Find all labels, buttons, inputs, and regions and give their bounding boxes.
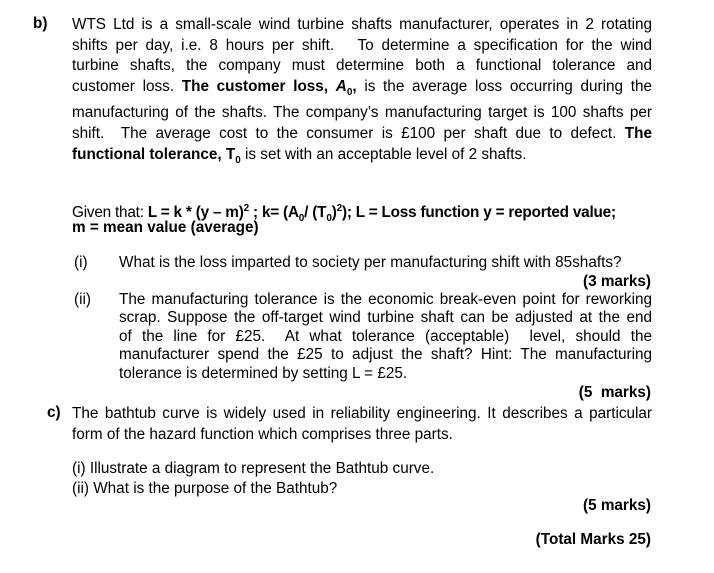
part-c-marks: (5 marks) <box>582 497 651 514</box>
part-c-item-ii: (ii) What is the purpose of the Bathtub? <box>72 480 338 497</box>
part-b-paragraph <box>72 15 652 171</box>
total-marks: (Total Marks 25) <box>535 531 651 548</box>
part-b-label: b) <box>33 15 48 32</box>
paragraph-line: WTS Ltd is a small-scale wind turbine shafts manufacturer, operates in 2 rotating <box>72 16 652 33</box>
given-formula-line: Given that: L = k * (y – m)$^2$ ; $k= (A_0/$ $(T_0)^2$); L = Loss function y = reported value; <box>72 203 616 225</box>
given-definition-line: m = mean value (average) <box>72 219 259 236</box>
paragraph-line: functional tolerance, $T_0$ is set with an acceptable level of 2 shafts. <box>72 145 527 166</box>
part-c-item-i: (i) Illustrate a diagram to represent the Bathtub curve. <box>72 460 435 477</box>
paragraph-line: shifts per day, i.e. 8 hours per shift. To determine a specification for the wind <box>72 36 652 54</box>
question-line: tolerance is determined by setting L = £25. <box>119 364 408 382</box>
question-ii-marks: (5 marks) <box>578 384 651 401</box>
question-i-number: (i) <box>74 254 88 271</box>
question-ii-number: (ii) <box>74 291 91 308</box>
paragraph-line: form of the hazard function which comprises three parts. <box>72 425 453 443</box>
question-line: of the line for £25. At what tolerance (acceptable) level, should the <box>119 327 652 345</box>
paragraph-line: customer loss. The customer loss, $A_0$, is the average loss occurring during the <box>72 77 652 98</box>
paragraph-line: The bathtub curve is widely used in reliability engineering. It describes a particular <box>72 405 652 422</box>
question-line: The manufacturing tolerance is the economic break-even point for reworking <box>119 291 652 308</box>
part-c-paragraph <box>72 404 652 445</box>
question-i-marks: (3 marks) <box>582 273 651 290</box>
part-c-label: c) <box>47 404 61 421</box>
question-i-text: What is the loss imparted to society per manufacturing shift with 85shafts? <box>119 254 622 271</box>
paragraph-line: manufacturing of the shafts. The company’s manufacturing target is 100 shafts per <box>72 104 652 122</box>
paragraph-line: turbine shafts, the company must determine both a functional tolerance and <box>72 57 652 75</box>
question-line: scrap. Suppose the off-target wind turbine shaft can be adjusted at the end <box>119 309 652 327</box>
question-ii-text <box>119 291 652 383</box>
question-line: manufacturer spend the £25 to adjust the shaft? Hint: The manufacturing <box>119 346 652 364</box>
paragraph-line: shift. The average cost to the consumer is £100 per shaft due to defect. The <box>72 125 652 143</box>
